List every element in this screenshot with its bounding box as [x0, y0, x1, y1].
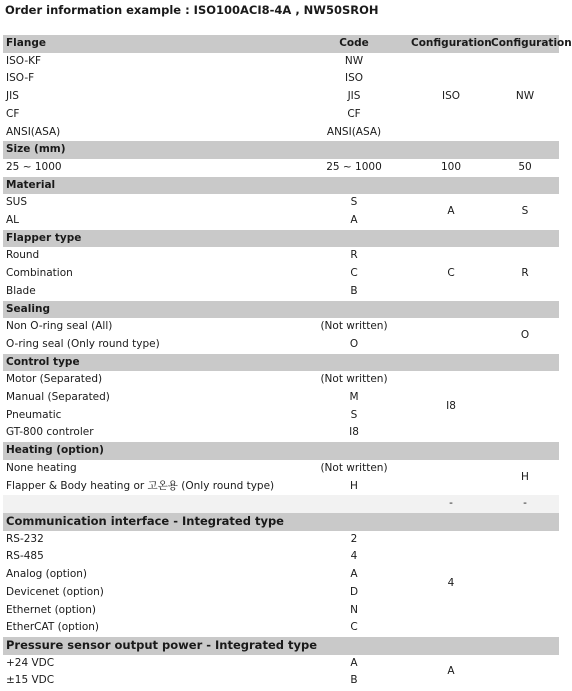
config1-column-header: Configuration — [411, 37, 492, 49]
option-code: NW — [344, 54, 364, 67]
option-name: Devicenet (option) — [6, 585, 104, 598]
option-name: Round — [6, 249, 40, 262]
table-row — [3, 53, 559, 71]
config2-value: 50 — [518, 160, 532, 173]
config2-value: R — [521, 267, 529, 280]
order-info-table — [3, 35, 572, 690]
option-code: 25 ~ 1000 — [326, 160, 382, 173]
config1-value: C — [447, 267, 455, 280]
option-name: Ethernet (option) — [6, 603, 96, 616]
option-name: RS-485 — [6, 550, 44, 563]
section-title: Heating (option) — [6, 444, 104, 457]
option-code: N — [350, 603, 358, 616]
page-title: Order information example : ISO100ACI8-4A , NW50SROH — [5, 3, 379, 17]
config1-value: ISO — [441, 90, 461, 103]
table-row — [3, 460, 559, 478]
option-name: Manual (Separated) — [6, 391, 110, 404]
option-name: Motor (Separated) — [6, 373, 103, 386]
option-code: JIS — [347, 90, 361, 103]
option-code: D — [349, 585, 359, 598]
config2-value — [491, 371, 559, 442]
option-name: ISO-KF — [6, 54, 42, 67]
config2-column-header: Configuration — [491, 37, 572, 49]
config1-value: A — [447, 665, 455, 678]
option-name: EtherCAT (option) — [6, 621, 100, 634]
option-code: CF — [347, 107, 361, 120]
option-name: ANSI(ASA) — [6, 125, 61, 138]
config1-value — [411, 460, 491, 495]
option-code: I8 — [349, 426, 359, 439]
config2-value: S — [521, 205, 529, 218]
section-title: Flange — [6, 37, 46, 49]
blank-cell — [297, 495, 411, 513]
config1-value: A — [447, 205, 455, 218]
option-name: Analog (option) — [6, 568, 88, 581]
config1-value: 100 — [440, 160, 462, 173]
option-code: O — [349, 337, 359, 350]
option-code: B — [350, 284, 358, 297]
blank-row — [3, 495, 559, 513]
option-name: O-ring seal (Only round type) — [6, 337, 160, 350]
option-code: A — [350, 656, 358, 669]
option-name: Non O-ring seal (All) — [6, 320, 113, 333]
config2-value — [491, 655, 559, 690]
option-code: (Not written) — [320, 461, 388, 474]
section-header-flapper — [3, 230, 559, 248]
option-name: AL — [6, 214, 20, 227]
section-title: Size (mm) — [6, 143, 66, 156]
option-code: A — [350, 568, 358, 581]
section-title: Communication interface - Integrated type — [6, 513, 284, 528]
config1-value — [411, 318, 491, 353]
option-name: JIS — [6, 90, 19, 103]
blank-cell — [3, 495, 297, 513]
option-name: None heating — [6, 461, 77, 474]
option-code: C — [350, 621, 358, 634]
config1-value: - — [411, 495, 491, 513]
table-row — [3, 247, 559, 265]
option-code: M — [349, 391, 359, 404]
section-title: Sealing — [6, 302, 50, 315]
option-code: H — [350, 479, 358, 492]
section-title: Pressure sensor output power - Integrated type — [6, 637, 317, 652]
option-code: ANSI(ASA) — [326, 125, 382, 138]
section-header-heating — [3, 442, 559, 460]
section-header-material — [3, 177, 559, 195]
option-code: 4 — [350, 550, 358, 563]
option-name: Flapper & Body heating or 고온용 (Only round type) — [6, 479, 275, 492]
code-column-header: Code — [339, 37, 369, 49]
table-row — [3, 318, 559, 336]
table-row — [3, 531, 559, 549]
option-code: B — [350, 674, 358, 687]
config2-value — [491, 531, 559, 637]
option-code: S — [350, 196, 358, 209]
table-row — [3, 159, 559, 177]
option-code: ISO — [344, 72, 364, 85]
option-name: 25 ~ 1000 — [6, 160, 62, 173]
section-header-flange — [3, 35, 559, 53]
option-name: RS-232 — [6, 532, 44, 545]
option-name: Blade — [6, 284, 36, 297]
table-row — [3, 371, 559, 389]
section-title: Flapper type — [6, 231, 82, 244]
table-row — [3, 194, 559, 212]
config2-value: O — [520, 329, 530, 342]
option-name: GT-800 controler — [6, 426, 94, 439]
section-title: Control type — [6, 355, 80, 368]
option-name: ISO-F — [6, 72, 35, 85]
config2-value: NW — [515, 90, 535, 103]
option-code: R — [350, 249, 358, 262]
section-header-size — [3, 141, 559, 159]
section-header-communication — [3, 513, 559, 531]
option-code: S — [350, 408, 358, 421]
option-code: (Not written) — [320, 320, 388, 333]
table-row — [3, 655, 559, 673]
config1-value: 4 — [447, 576, 455, 589]
option-code: 2 — [350, 532, 358, 545]
section-header-control — [3, 354, 559, 372]
config1-value: I8 — [446, 399, 456, 412]
option-name: Pneumatic — [6, 408, 62, 421]
section-title: Material — [6, 178, 56, 191]
option-name: +24 VDC — [6, 656, 55, 669]
section-header-pressure — [3, 637, 559, 655]
option-code: C — [350, 267, 358, 280]
option-code: (Not written) — [320, 373, 388, 386]
option-name: Combination — [6, 267, 73, 280]
option-name: SUS — [6, 196, 28, 209]
section-header-sealing — [3, 301, 559, 319]
config2-value: - — [491, 495, 559, 513]
config2-value: H — [521, 470, 529, 483]
option-name: ±15 VDC — [6, 674, 55, 687]
option-code: A — [350, 214, 358, 227]
option-name: CF — [6, 107, 20, 120]
